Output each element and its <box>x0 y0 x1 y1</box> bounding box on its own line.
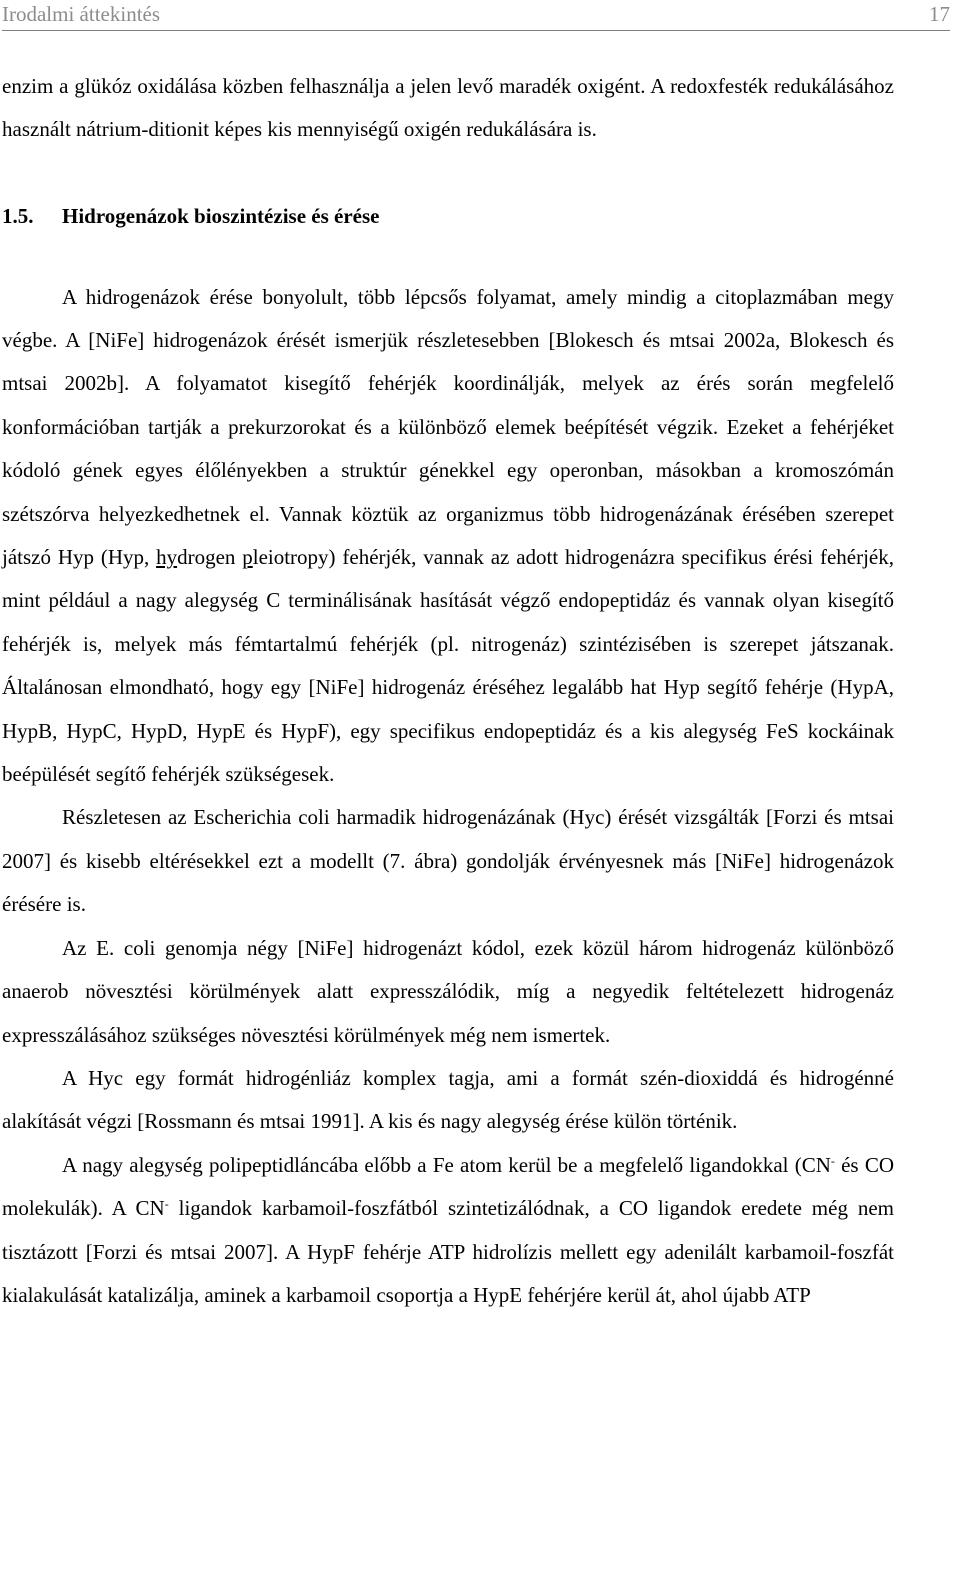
paragraph <box>2 796 894 926</box>
paragraph-text: ligandok karbamoil-foszfátból szintetizálódnak, a CO ligandok eredete még nem tisztázott [Forzi és mtsai 2007]. A HypF fehérje ATP hidrolízis mellett egy adenilált karbamoil-foszfát kialakulását katalizálja, aminek a karbamoil csoportja a HypE fehérjére kerül át, ahol újabb ATP <box>2 1196 894 1307</box>
paragraph-text: enzim a glükóz oxidálása közben felhasználja a jelen levő maradék oxigént. A redoxfesték redukálásához használt nátrium-ditionit képes kis mennyiségű oxigén redukálására is. <box>2 74 894 142</box>
header-title: Irodalmi áttekintés <box>2 2 161 26</box>
paragraph <box>2 1144 894 1318</box>
paragraph-text: drogen <box>177 545 243 570</box>
paragraph-text: A nagy alegység polipeptidláncába előbb a Fe atom kerül be a megfelelő ligandokkal (CN <box>62 1152 831 1177</box>
paragraph <box>2 276 894 797</box>
section-number: 1.5. <box>2 204 34 229</box>
underlined-letters: hy <box>156 545 178 570</box>
superscript: - <box>164 1197 169 1212</box>
document-body <box>2 65 894 1317</box>
paragraph <box>2 927 894 1057</box>
paragraph-text: Részletesen az Escherichia coli harmadik hidrogenázának (Hyc) érését vizsgálták [Forzi és mtsai 2007] és kisebb eltérésekkel ezt a modellt (7. ábra) gondolják érvényesnek más [NiFe] hidrogenázok érésére is. <box>2 805 894 917</box>
page-number: 17 <box>929 2 950 26</box>
paragraph-text: A Hyc egy formát hidrogénliáz komplex tagja, ami a formát szén-dioxiddá és hidrogénné alakítását végzi [Rossmann és mtsai 1991]. A kis és nagy alegység érése külön történik. <box>2 1065 894 1134</box>
paragraph <box>2 1057 894 1144</box>
paragraph-continued <box>2 65 894 152</box>
paragraph-text: leiotropy) fehérjék, vannak az adott hidrogenázra specifikus érési fehérjék, mint például a nagy alegység C terminálisának hasítását végző endopeptidáz és vannak olyan kisegítő fehérjék is, melyek más fémtartalmú fehérjék (pl. nitrogenáz) szintézisében is szerepet játszanak. Általánosan elmondható, hogy egy [NiFe] hidrogenáz éréséhez legalább hat Hyp segítő fehérje (HypA, HypB, HypC, HypD, HypE és HypF), egy specifikus endopeptidáz és a kis alegység FeS kockáinak beépülését segítő fehérjék szükségesek. <box>2 545 894 787</box>
paragraph-text: A hidrogenázok érése bonyolult, több lépcsős folyamat, amely mindig a citoplazmában megy végbe. A [NiFe] hidrogenázok érését ismerjük részletesebben [Blokesch és mtsai 2002a, Blokesch és mtsai 2002b]. A folyamatot kisegítő fehérjék koordinálják, melyek az érés során megfelelő konformációban tartják a prekurzorokat és a különböző elemek beépítését végzik. Ezeket a fehérjéket kódoló gének egyes élőlényekben a struktúr génekkel egy operonban, másokban a kromoszómán szétszórva helyezkedhetnek el. Vannak köztük az organizmus több hidrogenázának érésében szerepet játszó Hyp (Hyp, <box>2 284 894 570</box>
section-heading <box>2 195 894 238</box>
section-title: Hidrogenázok bioszintézise és érése <box>62 204 380 229</box>
paragraph-text: és CO molekulák). A CN <box>2 1152 894 1221</box>
superscript: - <box>830 1153 835 1168</box>
paragraph-text: Az E. coli genomja négy [NiFe] hidrogenázt kódol, ezek közül három hidrogenáz különböző anaerob növesztési körülmények alatt expresszálódik, míg a negyedik feltételezett hidrogenáz expresszálásához szükséges növesztési körülmények még nem ismertek. <box>2 935 894 1047</box>
underlined-letters: p <box>242 545 253 570</box>
running-header <box>2 0 950 31</box>
